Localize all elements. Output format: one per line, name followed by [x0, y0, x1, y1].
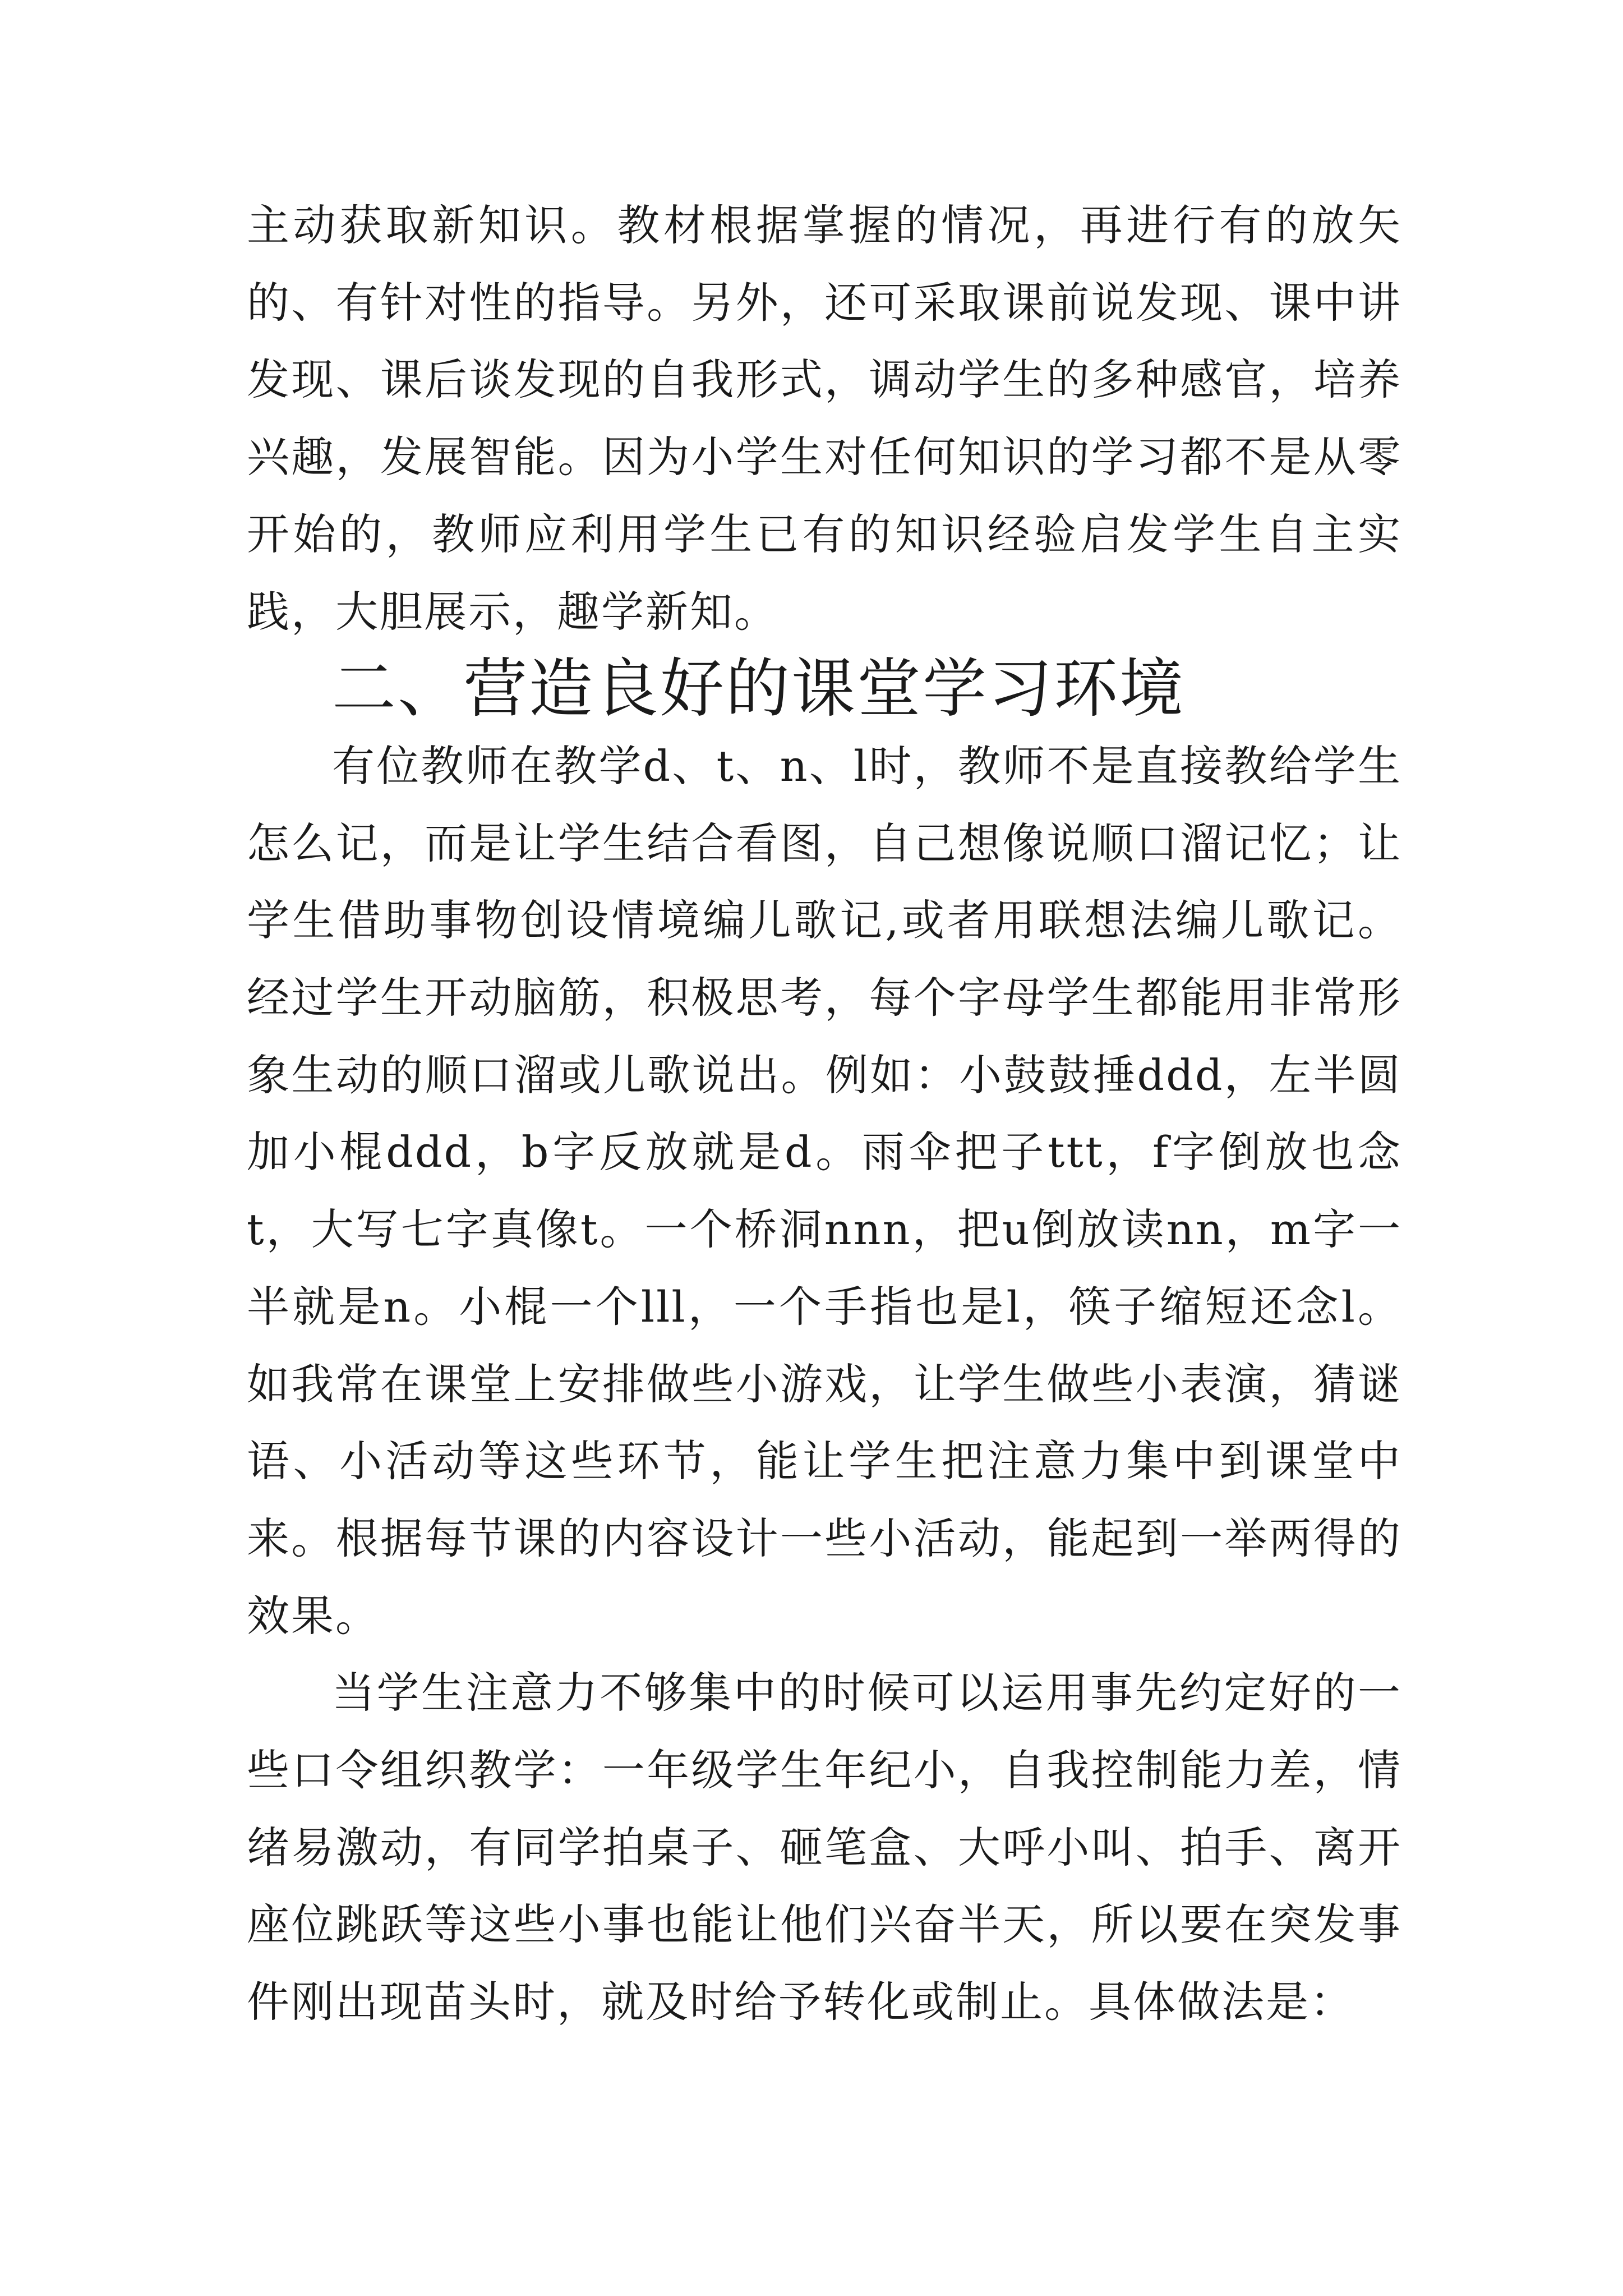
section-heading: 二、营造良好的课堂学习环境: [332, 651, 1186, 726]
body-text: [247, 187, 1402, 2041]
paragraph-continuation: 主动获取新知识。教材根据掌握的情况，再进行有的放矢的、有针对性的指导。另外，还可采取课前说发现、课中讲发现、课后谈发现的自我形式，调动学生的多种感官，培养兴趣，发展智能。因为小学生对任何知识的学习都不是从零开始的，教师应利用学生已有的知识经验启发学生自主实践，大胆展示，趣学新知。: [247, 200, 1402, 637]
paragraph-attention: 当学生注意力不够集中的时候可以运用事先约定好的一些口令组织教学：一年级学生年纪小，自我控制能力差，情绪易激动，有同学拍桌子、砸笔盒、大呼小叫、拍手、离开座位跳跃等这些小事也能让他们兴奋半天，所以要在突发事件刚出现苗头时，就及时给予转化或制止。具体做法是：: [247, 1668, 1402, 2027]
paragraph-example: 有位教师在教学d、t、n、l时，教师不是直接教给学生怎么记，而是让学生结合看图，自己想像说顺口溜记忆；让学生借助事物创设情境编儿歌记,或者用联想法编儿歌记。经过学生开动脑筋，积极思考，每个字母学生都能用非常形象生动的顺口溜或儿歌说出。例如：小鼓鼓捶ddd，左半圆加小棍ddd，b字反放就是d。雨伞把子ttt，f字倒放也念t，大写七字真像t。一个桥洞nnn，把u倒放读nn，m字一半就是n。小棍一个lll，一个手指也是l，筷子缩短还念l。如我常在课堂上安排做些小游戏，让学生做些小表演，猜谜语、小活动等这些环节，能让学生把注意力集中到课堂中来。根据每节课的内容设计一些小活动，能起到一举两得的效果。: [247, 740, 1402, 1641]
